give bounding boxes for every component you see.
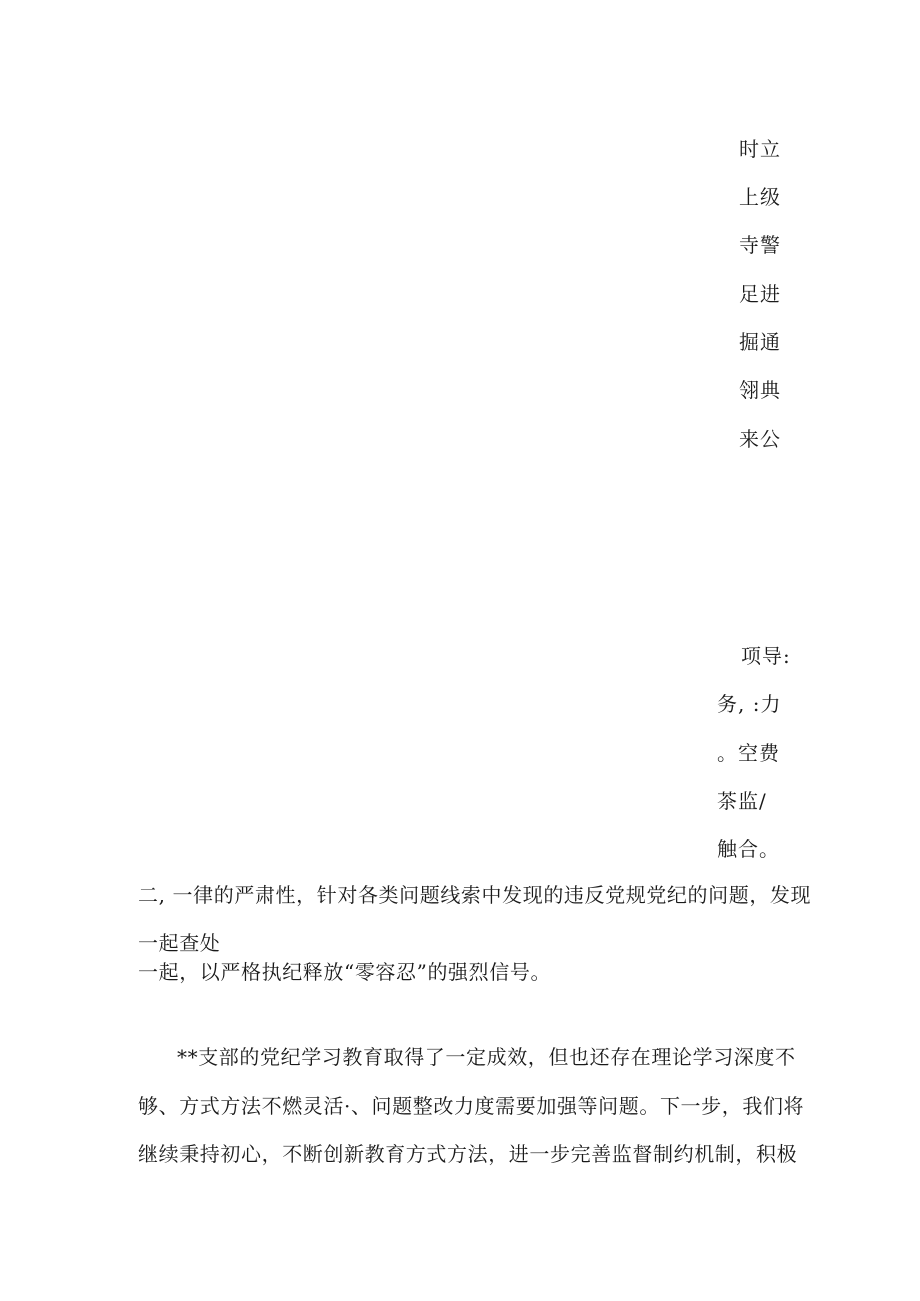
fragment-text: 触合。 [717, 837, 780, 861]
fragment-text: 。空费 [717, 741, 780, 765]
body-line: 够、方式方法不燃灵活·、问题整改力度需要加强等问题。下一步，我们将 [138, 1094, 805, 1118]
body-line: 一起查处 [138, 931, 221, 955]
fragment-text: 足进 [739, 282, 781, 306]
fragment-text: 项导: [741, 644, 791, 668]
fragment-text: 寺警 [739, 233, 781, 257]
body-line: 一起，以严格执纪释放“零容忍”的强烈信号。 [138, 960, 552, 984]
fragment-text: 掘通 [739, 330, 781, 354]
fragment-text: 茶监/ [717, 789, 767, 813]
fragment-text: 务, :力 [717, 692, 782, 716]
body-line: **支部的党纪学习教育取得了一定成效，但也还存在理论学习深度不 [177, 1045, 796, 1069]
body-line: 继续秉持初心，不断创新教育方式方法，进一步完善监督制约机制，积极 [138, 1142, 798, 1166]
fragment-text: 上级 [739, 185, 781, 209]
body-line: 二, 一律的严肃性，针对各类问题线索中发现的违反党规党纪的问题，发现 [138, 883, 812, 907]
fragment-text: 来公 [739, 427, 781, 451]
fragment-text: 翎典 [739, 378, 781, 402]
fragment-text: 时立 [739, 137, 781, 161]
